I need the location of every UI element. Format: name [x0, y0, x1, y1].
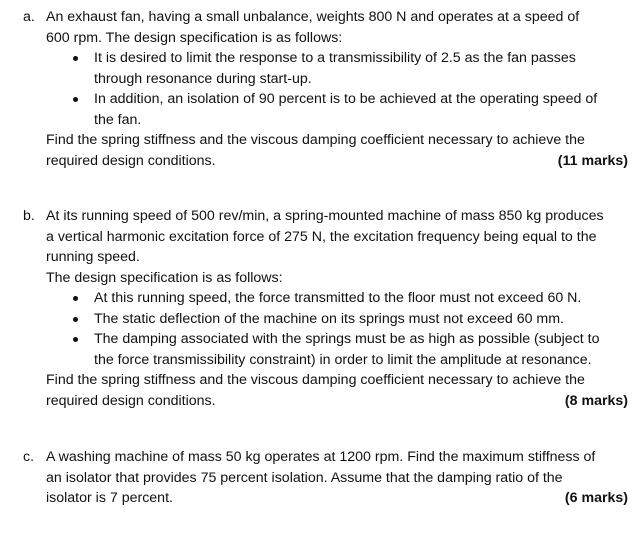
question-letter: c.	[23, 449, 35, 465]
bullet-line: The damping associated with the springs must be as high as possible (subject to	[94, 331, 600, 347]
closing-row	[46, 488, 628, 509]
specification-list	[46, 288, 628, 370]
marks-label: (6 marks)	[564, 490, 628, 506]
list-item	[46, 288, 628, 309]
bullet-line: At this running speed, the force transmitted to the floor must not exceed 60 N.	[94, 290, 582, 306]
question-letter: a.	[23, 9, 35, 25]
intro-line: An exhaust fan, having a small unbalance, weights 800 N and operates at a speed of	[46, 9, 580, 25]
closing-row	[46, 151, 628, 172]
bullet-line: the fan.	[94, 111, 142, 128]
intro-line: running speed.	[46, 249, 140, 265]
bullet-icon	[73, 296, 78, 301]
list-item	[46, 48, 628, 89]
intro-line: isolator is 7 percent.	[46, 490, 173, 506]
question-body	[46, 447, 628, 509]
bullet-line: It is desired to limit the response to a transmissibility of 2.5 as the fan passes	[94, 50, 576, 66]
bullet-icon	[73, 56, 78, 61]
closing-line: Find the spring stiffness and the viscous damping coefficient necessary to achieve the	[46, 372, 585, 388]
marks-label: (11 marks)	[557, 152, 628, 169]
intro-line: an isolator that provides 75 percent isolation. Assume that the damping ratio of the	[46, 469, 563, 486]
question-body	[46, 7, 628, 171]
list-item	[46, 329, 628, 370]
marks-label: (8 marks)	[564, 392, 628, 409]
closing-line: required design conditions.	[46, 392, 216, 409]
intro-line: 600 rpm. The design specification is as follows:	[46, 29, 343, 46]
list-item	[46, 89, 628, 130]
bullet-icon	[73, 337, 78, 342]
bullet-line: through resonance during start-up.	[94, 70, 312, 87]
list-item	[46, 309, 628, 330]
bullet-line: The static deflection of the machine on its springs must not exceed 60 mm.	[94, 310, 564, 327]
bullet-icon	[73, 317, 78, 322]
specification-list	[46, 48, 628, 130]
bullet-icon	[73, 97, 78, 102]
bullet-line: In addition, an isolation of 90 percent is to be achieved at the operating speed of	[94, 91, 598, 107]
closing-line: Find the spring stiffness and the viscous damping coefficient necessary to achieve the	[46, 132, 585, 148]
question-body	[46, 206, 628, 411]
closing-line: required design conditions.	[46, 152, 216, 169]
intro-line: The design specification is as follows:	[46, 269, 283, 286]
intro-line: At its running speed of 500 rev/min, a spring-mounted machine of mass 850 kg produces	[46, 208, 604, 224]
closing-row	[46, 391, 628, 412]
bullet-line: the force transmissibility constraint) in order to limit the amplitude at resonance.	[94, 351, 592, 368]
intro-line: A washing machine of mass 50 kg operates at 1200 rpm. Find the maximum stiffness of	[46, 449, 596, 465]
question-letter: b.	[23, 208, 35, 224]
intro-line: a vertical harmonic excitation force of 275 N, the excitation frequency being equal to the	[46, 228, 597, 245]
